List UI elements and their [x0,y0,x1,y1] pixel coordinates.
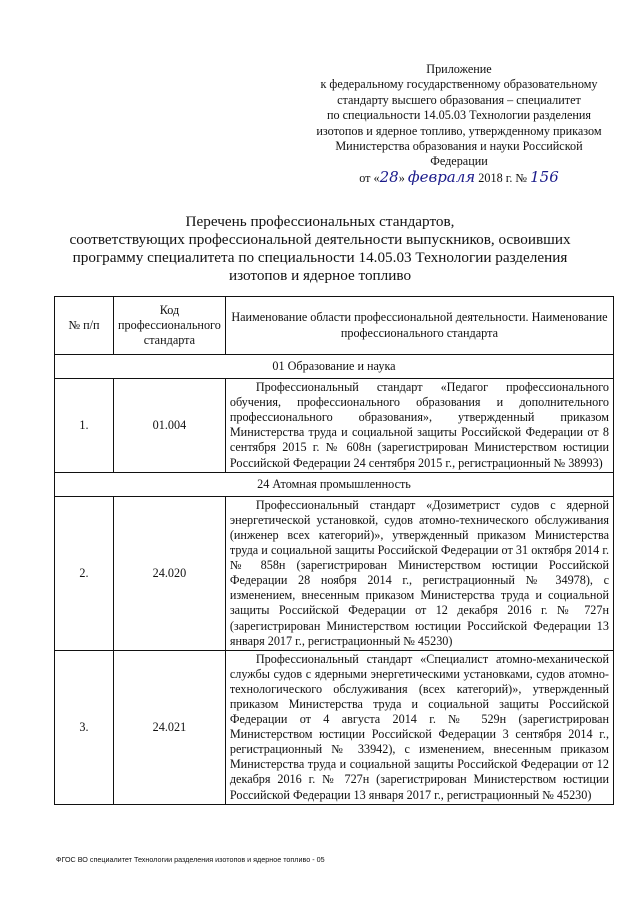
handwritten-month: февраля [407,167,476,186]
appendix-line: Министерства образования и науки Российской [335,139,583,154]
title-line: Перечень профессиональных стандартов, [185,213,455,230]
standards-table [54,296,614,805]
section-row [55,472,614,496]
table-row [55,496,614,650]
row-code: 24.020 [114,496,226,650]
table-header-row [55,297,614,355]
row-text [225,650,613,804]
row-text [225,496,613,650]
appendix-line: изотопов и ядерное топливо, утвержденному приказом [316,123,602,138]
row-code: 01.004 [114,379,226,473]
appendix-line: к федеральному государственному образовательному [320,77,598,92]
date-mid: » [398,170,408,185]
row-code: 24.021 [114,650,226,804]
row-text [225,379,613,473]
section-title: 01 Образование и наука [55,355,614,379]
page-footer: ФГОС ВО специалитет Технологии разделения изотопов и ядерное топливо - 05 [56,855,325,864]
row-number: 2. [55,496,114,650]
row-number: 1. [55,379,114,473]
section-title: 24 Атомная промышленность [55,472,614,496]
table-row [55,650,614,804]
date-year: 2018 г. № [475,170,531,185]
appendix-line: Федерации [430,154,488,169]
appendix-line: по специальности 14.05.03 Технологии разделения [326,108,592,123]
row-number: 3. [55,650,114,804]
header-name: Наименование области профессиональной деятельности. Наименование профессионального стандарта [225,297,613,355]
appendix-line: Приложение [426,62,492,76]
appendix-line: стандарту высшего образования – специалитет [337,92,581,107]
handwritten-day: 28 [379,167,399,186]
title-line: программу специалитета по специальности 14.05.03 Технологии разделения [72,249,568,266]
row-text-content: Профессиональный стандарт «Дозиметрист судов с ядерной энергетической установкой, судов атомно-технического обслуживания (инженер всех категорий)», утвержденный приказом Министерства труда и социальной защиты Российской Федерации от 31 октября 2014 г. № 858н (зарегистрирован Министерством юстиции Российской Федерации 28 ноября 2014 г., регистрационный № 34978), с изменением, внесенным приказом Министерства труда и социальной защиты Российской Федерации от 12 декабря 2016 г. № 727н (зарегистрирован Министерством юстиции Российской Федерации 13 января 2017 г., регистрационный № 45230) [229,497,609,648]
row-text-content: Профессиональный стандарт «Педагог профессионального обучения, профессионального образования и дополнительного профессионального образования», утвержденный приказом Министерства труда и социальной защиты Российской Федерации от 8 сентября 2015 г. № 608н (зарегистрирован Министерством юстиции Российской Федерации 24 сентября 2015 г., регистрационный № 38993) [229,380,609,470]
document-title [60,213,580,285]
section-row [55,355,614,379]
table-row [55,379,614,473]
date-prefix: от « [359,170,380,185]
title-line: изотопов и ядерное топливо [228,267,412,284]
row-text-content: Профессиональный стандарт «Специалист атомно-механической службы судов с ядерными энергетическими установками, судов атомно-технологического обслуживания (всех категорий)», утвержденный приказом Министерства труда и социальной защиты Российской Федерации от 4 августа 2014 г. № 529н (зарегистрирован Министерством юстиции Российской Федерации 3 сентября 2014 г., регистрационный № 33942), с изменением, внесенным приказом Министерства труда и социальной защиты Российской Федерации от 12 декабря 2016 г. № 727н (зарегистрирован Министерством юстиции Российской Федерации 13 января 2017 г., регистрационный № 45230) [229,651,609,802]
title-line: соответствующих профессиональной деятельности выпускников, освоивших [69,231,571,248]
handwritten-number: 156 [530,167,559,186]
order-date-line [292,167,626,186]
appendix-block [292,62,626,186]
header-number: № п/п [55,297,114,355]
header-code: Код профессионального стандарта [114,297,226,355]
